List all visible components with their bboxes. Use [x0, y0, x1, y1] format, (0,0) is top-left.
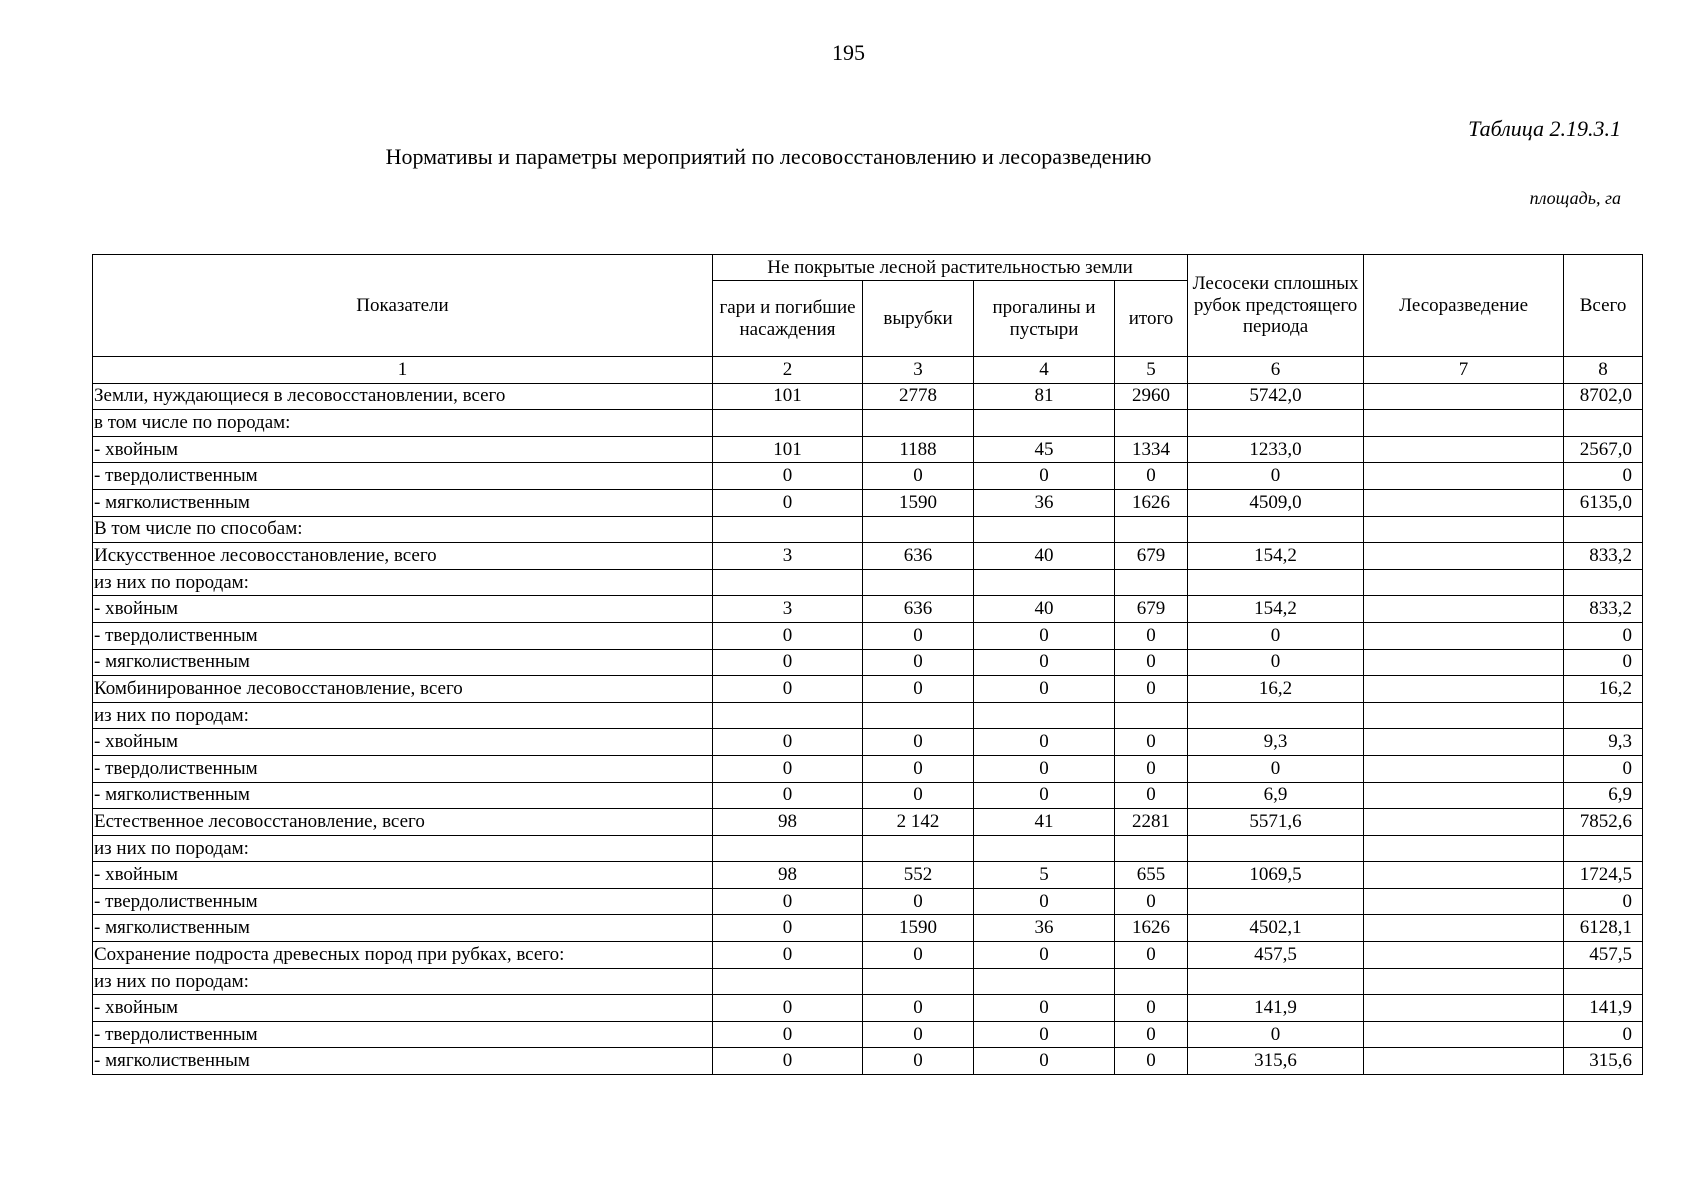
cell-total: 833,2 [1564, 596, 1643, 623]
cell-clearings: 1590 [863, 489, 974, 516]
cell-burnt-areas: 3 [713, 596, 863, 623]
cell-burnt-areas: 0 [713, 915, 863, 942]
cell-clear-cut-sites: 154,2 [1188, 543, 1364, 570]
row-label: - мягколиственным [93, 649, 713, 676]
table-row [93, 995, 1643, 1022]
table-row [93, 729, 1643, 756]
cell-burnt-areas: 0 [713, 622, 863, 649]
cell-total [1564, 569, 1643, 596]
column-number: 1 [93, 357, 713, 384]
cell-total: 8702,0 [1564, 383, 1643, 410]
table-row [93, 942, 1643, 969]
cell-afforestation [1364, 888, 1564, 915]
cell-glades-wastelands [974, 702, 1115, 729]
cell-clearings: 0 [863, 1021, 974, 1048]
cell-clearings: 0 [863, 676, 974, 703]
cell-total: 6128,1 [1564, 915, 1643, 942]
row-label: - твердолиственным [93, 888, 713, 915]
table-row [93, 569, 1643, 596]
cell-total: 1724,5 [1564, 862, 1643, 889]
cell-total: 0 [1564, 755, 1643, 782]
column-number: 4 [974, 357, 1115, 384]
table-row [93, 968, 1643, 995]
cell-burnt-areas [713, 968, 863, 995]
cell-subtotal: 0 [1115, 942, 1188, 969]
cell-clear-cut-sites: 0 [1188, 649, 1364, 676]
document-title: Нормативы и параметры мероприятий по лесовосстановлению и лесоразведению [385, 144, 1152, 169]
cell-clear-cut-sites: 1069,5 [1188, 862, 1364, 889]
cell-afforestation [1364, 383, 1564, 410]
cell-subtotal: 2960 [1115, 383, 1188, 410]
cell-afforestation [1364, 809, 1564, 836]
cell-burnt-areas [713, 410, 863, 437]
cell-glades-wastelands: 36 [974, 915, 1115, 942]
cell-subtotal: 0 [1115, 729, 1188, 756]
cell-clearings: 2 142 [863, 809, 974, 836]
cell-afforestation [1364, 995, 1564, 1022]
row-label: - твердолиственным [93, 463, 713, 490]
cell-burnt-areas: 101 [713, 383, 863, 410]
cell-clear-cut-sites: 6,9 [1188, 782, 1364, 809]
table-row [93, 676, 1643, 703]
cell-afforestation [1364, 1021, 1564, 1048]
row-label: - хвойным [93, 995, 713, 1022]
cell-clearings: 0 [863, 649, 974, 676]
cell-total: 6135,0 [1564, 489, 1643, 516]
cell-clear-cut-sites: 0 [1188, 1021, 1364, 1048]
cell-glades-wastelands: 41 [974, 809, 1115, 836]
cell-subtotal: 0 [1115, 782, 1188, 809]
table-row [93, 1048, 1643, 1075]
cell-afforestation [1364, 729, 1564, 756]
row-label: из них по породам: [93, 835, 713, 862]
cell-subtotal [1115, 516, 1188, 543]
cell-afforestation [1364, 516, 1564, 543]
cell-afforestation [1364, 489, 1564, 516]
cell-glades-wastelands: 45 [974, 436, 1115, 463]
cell-glades-wastelands [974, 835, 1115, 862]
cell-burnt-areas: 0 [713, 463, 863, 490]
row-label: из них по породам: [93, 968, 713, 995]
row-label: - мягколиственным [93, 1048, 713, 1075]
row-label: Сохранение подроста древесных пород при рубках, всего: [93, 942, 713, 969]
cell-afforestation [1364, 942, 1564, 969]
document-title-wrap [0, 144, 1697, 170]
cell-clearings [863, 410, 974, 437]
row-label: из них по породам: [93, 569, 713, 596]
cell-clear-cut-sites: 5571,6 [1188, 809, 1364, 836]
cell-glades-wastelands: 5 [974, 862, 1115, 889]
table-row [93, 835, 1643, 862]
cell-total: 0 [1564, 1021, 1643, 1048]
column-number: 5 [1115, 357, 1188, 384]
cell-total [1564, 835, 1643, 862]
cell-burnt-areas: 98 [713, 809, 863, 836]
cell-clear-cut-sites: 4502,1 [1188, 915, 1364, 942]
column-number: 2 [713, 357, 863, 384]
cell-burnt-areas: 0 [713, 649, 863, 676]
cell-clearings: 552 [863, 862, 974, 889]
cell-subtotal: 0 [1115, 463, 1188, 490]
cell-clearings: 0 [863, 782, 974, 809]
cell-burnt-areas: 0 [713, 782, 863, 809]
cell-glades-wastelands [974, 516, 1115, 543]
cell-clear-cut-sites [1188, 702, 1364, 729]
cell-clear-cut-sites: 457,5 [1188, 942, 1364, 969]
cell-total [1564, 702, 1643, 729]
cell-burnt-areas: 0 [713, 755, 863, 782]
row-label: Естественное лесовосстановление, всего [93, 809, 713, 836]
cell-subtotal: 0 [1115, 755, 1188, 782]
cell-afforestation [1364, 569, 1564, 596]
cell-subtotal: 0 [1115, 995, 1188, 1022]
cell-total: 6,9 [1564, 782, 1643, 809]
table-row [93, 489, 1643, 516]
cell-total: 457,5 [1564, 942, 1643, 969]
row-label: Искусственное лесовосстановление, всего [93, 543, 713, 570]
cell-glades-wastelands: 0 [974, 649, 1115, 676]
cell-glades-wastelands: 0 [974, 676, 1115, 703]
table-row [93, 862, 1643, 889]
cell-afforestation [1364, 755, 1564, 782]
cell-subtotal [1115, 968, 1188, 995]
cell-clearings: 636 [863, 543, 974, 570]
cell-afforestation [1364, 436, 1564, 463]
cell-afforestation [1364, 649, 1564, 676]
cell-subtotal: 1334 [1115, 436, 1188, 463]
cell-subtotal [1115, 569, 1188, 596]
cell-glades-wastelands: 0 [974, 1048, 1115, 1075]
cell-burnt-areas: 3 [713, 543, 863, 570]
cell-burnt-areas [713, 702, 863, 729]
cell-total [1564, 516, 1643, 543]
cell-glades-wastelands [974, 410, 1115, 437]
table-row [93, 463, 1643, 490]
cell-clearings: 0 [863, 995, 974, 1022]
table-row [93, 622, 1643, 649]
cell-glades-wastelands: 0 [974, 942, 1115, 969]
table-row [93, 410, 1643, 437]
cell-clear-cut-sites: 0 [1188, 463, 1364, 490]
row-label: - хвойным [93, 862, 713, 889]
cell-burnt-areas: 0 [713, 888, 863, 915]
cell-subtotal [1115, 835, 1188, 862]
table-row [93, 755, 1643, 782]
cell-clearings: 0 [863, 942, 974, 969]
cell-afforestation [1364, 676, 1564, 703]
column-number: 6 [1188, 357, 1364, 384]
cell-clear-cut-sites: 4509,0 [1188, 489, 1364, 516]
column-number: 7 [1364, 357, 1564, 384]
cell-subtotal: 0 [1115, 676, 1188, 703]
column-number: 3 [863, 357, 974, 384]
units-note: площадь, га [1529, 188, 1621, 208]
table-label: Таблица 2.19.3.1 [1468, 116, 1621, 141]
cell-clear-cut-sites [1188, 968, 1364, 995]
cell-subtotal: 0 [1115, 1048, 1188, 1075]
cell-total [1564, 410, 1643, 437]
cell-afforestation [1364, 622, 1564, 649]
cell-total: 0 [1564, 649, 1643, 676]
cell-burnt-areas: 0 [713, 676, 863, 703]
header-burnt-areas: гари и погибшие насаждения [713, 281, 863, 357]
cell-afforestation [1364, 596, 1564, 623]
cell-clear-cut-sites: 16,2 [1188, 676, 1364, 703]
table-row [93, 702, 1643, 729]
cell-clear-cut-sites: 1233,0 [1188, 436, 1364, 463]
table-row [93, 915, 1643, 942]
cell-afforestation [1364, 410, 1564, 437]
cell-burnt-areas: 0 [713, 942, 863, 969]
cell-clear-cut-sites: 141,9 [1188, 995, 1364, 1022]
cell-clear-cut-sites [1188, 888, 1364, 915]
row-label: Комбинированное лесовосстановление, всего [93, 676, 713, 703]
cell-total: 141,9 [1564, 995, 1643, 1022]
cell-total: 0 [1564, 463, 1643, 490]
cell-subtotal: 2281 [1115, 809, 1188, 836]
cell-subtotal: 655 [1115, 862, 1188, 889]
cell-afforestation [1364, 835, 1564, 862]
table-row [93, 516, 1643, 543]
cell-glades-wastelands: 0 [974, 1021, 1115, 1048]
table-row [93, 649, 1643, 676]
cell-subtotal [1115, 702, 1188, 729]
cell-burnt-areas: 0 [713, 995, 863, 1022]
cell-burnt-areas: 0 [713, 729, 863, 756]
cell-subtotal: 1626 [1115, 915, 1188, 942]
cell-glades-wastelands: 0 [974, 463, 1115, 490]
cell-clear-cut-sites: 315,6 [1188, 1048, 1364, 1075]
cell-subtotal [1115, 410, 1188, 437]
table-row [93, 596, 1643, 623]
table-row [93, 436, 1643, 463]
cell-subtotal: 0 [1115, 649, 1188, 676]
cell-clear-cut-sites: 154,2 [1188, 596, 1364, 623]
cell-burnt-areas [713, 569, 863, 596]
cell-clearings: 0 [863, 622, 974, 649]
forest-restoration-table [92, 254, 1643, 1075]
cell-burnt-areas: 0 [713, 1048, 863, 1075]
cell-afforestation [1364, 463, 1564, 490]
cell-glades-wastelands: 0 [974, 755, 1115, 782]
cell-afforestation [1364, 702, 1564, 729]
table-row [93, 1021, 1643, 1048]
cell-total: 0 [1564, 622, 1643, 649]
cell-glades-wastelands: 0 [974, 888, 1115, 915]
row-label: В том числе по способам: [93, 516, 713, 543]
cell-clear-cut-sites: 0 [1188, 622, 1364, 649]
cell-clearings: 0 [863, 755, 974, 782]
cell-afforestation [1364, 543, 1564, 570]
cell-burnt-areas: 0 [713, 1021, 863, 1048]
cell-burnt-areas: 98 [713, 862, 863, 889]
row-label: - мягколиственным [93, 915, 713, 942]
cell-clearings [863, 516, 974, 543]
cell-glades-wastelands: 36 [974, 489, 1115, 516]
row-label: - хвойным [93, 436, 713, 463]
cell-subtotal: 679 [1115, 543, 1188, 570]
column-number-row [93, 357, 1643, 384]
cell-clearings: 0 [863, 463, 974, 490]
cell-subtotal: 679 [1115, 596, 1188, 623]
cell-clearings [863, 968, 974, 995]
cell-subtotal: 0 [1115, 888, 1188, 915]
cell-clearings: 0 [863, 1048, 974, 1075]
header-indicators: Показатели [93, 255, 713, 357]
cell-glades-wastelands: 0 [974, 995, 1115, 1022]
cell-clearings [863, 835, 974, 862]
cell-burnt-areas: 0 [713, 489, 863, 516]
cell-glades-wastelands: 40 [974, 596, 1115, 623]
cell-total: 16,2 [1564, 676, 1643, 703]
cell-subtotal: 0 [1115, 622, 1188, 649]
page-number: 195 [832, 40, 865, 65]
cell-afforestation [1364, 862, 1564, 889]
column-number: 8 [1564, 357, 1643, 384]
cell-afforestation [1364, 968, 1564, 995]
row-label: - мягколиственным [93, 489, 713, 516]
table-row [93, 809, 1643, 836]
table-row [93, 543, 1643, 570]
cell-total: 0 [1564, 888, 1643, 915]
cell-glades-wastelands: 0 [974, 782, 1115, 809]
header-clear-cut-sites: Лесосеки сплошных рубок предстоящего периода [1188, 255, 1364, 357]
row-label: - хвойным [93, 596, 713, 623]
row-label: - хвойным [93, 729, 713, 756]
cell-total: 7852,6 [1564, 809, 1643, 836]
cell-clear-cut-sites [1188, 569, 1364, 596]
cell-clearings: 0 [863, 888, 974, 915]
cell-total: 833,2 [1564, 543, 1643, 570]
table-row [93, 782, 1643, 809]
cell-clearings [863, 702, 974, 729]
cell-clearings: 1590 [863, 915, 974, 942]
row-label: Земли, нуждающиеся в лесовосстановлении, всего [93, 383, 713, 410]
cell-clear-cut-sites: 0 [1188, 755, 1364, 782]
cell-glades-wastelands: 81 [974, 383, 1115, 410]
cell-clearings: 2778 [863, 383, 974, 410]
row-label: - твердолиственным [93, 755, 713, 782]
cell-burnt-areas [713, 835, 863, 862]
header-glades-wastelands: прогалины и пустыри [974, 281, 1115, 357]
cell-clear-cut-sites [1188, 835, 1364, 862]
row-label: из них по породам: [93, 702, 713, 729]
row-label: - мягколиственным [93, 782, 713, 809]
cell-glades-wastelands [974, 569, 1115, 596]
header-total: Всего [1564, 255, 1643, 357]
cell-clear-cut-sites [1188, 516, 1364, 543]
cell-afforestation [1364, 782, 1564, 809]
cell-clearings: 636 [863, 596, 974, 623]
row-label: - твердолиственным [93, 622, 713, 649]
header-subtotal: итого [1115, 281, 1188, 357]
header-afforestation: Лесоразведение [1364, 255, 1564, 357]
cell-total [1564, 968, 1643, 995]
cell-total: 315,6 [1564, 1048, 1643, 1075]
cell-subtotal: 0 [1115, 1021, 1188, 1048]
cell-glades-wastelands: 0 [974, 729, 1115, 756]
cell-burnt-areas: 101 [713, 436, 863, 463]
cell-total: 9,3 [1564, 729, 1643, 756]
cell-clearings [863, 569, 974, 596]
table-row [93, 888, 1643, 915]
row-label: в том числе по породам: [93, 410, 713, 437]
cell-afforestation [1364, 1048, 1564, 1075]
cell-total: 2567,0 [1564, 436, 1643, 463]
header-uncovered-lands: Не покрытые лесной растительностью земли [713, 255, 1188, 281]
cell-clearings: 1188 [863, 436, 974, 463]
table-body [93, 357, 1643, 1075]
cell-clear-cut-sites: 5742,0 [1188, 383, 1364, 410]
cell-clearings: 0 [863, 729, 974, 756]
cell-clear-cut-sites [1188, 410, 1364, 437]
cell-glades-wastelands: 0 [974, 622, 1115, 649]
cell-afforestation [1364, 915, 1564, 942]
cell-glades-wastelands: 40 [974, 543, 1115, 570]
table-row [93, 383, 1643, 410]
cell-clear-cut-sites: 9,3 [1188, 729, 1364, 756]
cell-burnt-areas [713, 516, 863, 543]
row-label: - твердолиственным [93, 1021, 713, 1048]
cell-glades-wastelands [974, 968, 1115, 995]
cell-subtotal: 1626 [1115, 489, 1188, 516]
header-clearings: вырубки [863, 281, 974, 357]
